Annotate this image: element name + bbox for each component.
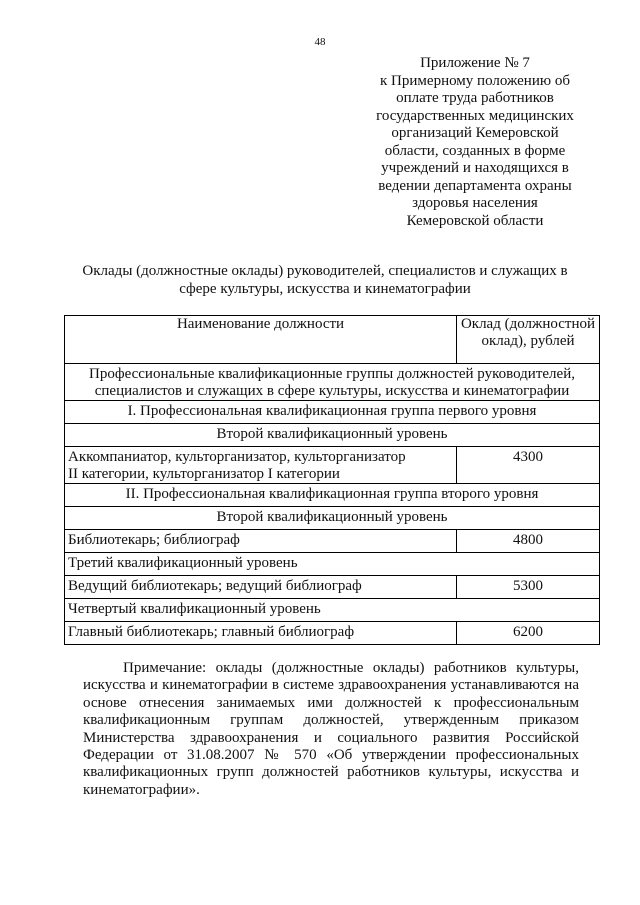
group-title-row <box>65 364 600 401</box>
position-name-line: Аккомпаниатор, культорганизатор, культорганизатор <box>68 449 406 465</box>
table-row <box>65 622 600 645</box>
header-position-label: Наименование должности <box>176 316 345 332</box>
salary-table <box>64 315 600 645</box>
position-name <box>65 447 457 484</box>
level-row <box>65 507 600 530</box>
salary-value: 4300 <box>457 447 600 484</box>
appendix-line: государственных медицинских <box>376 107 574 124</box>
group-title-cell <box>65 364 600 401</box>
position-name: Библиотекарь; библиограф <box>65 530 457 553</box>
appendix-line: оплате труда работников <box>396 90 554 106</box>
group-row <box>65 484 600 507</box>
appendix-line: к Примерному положению об <box>380 72 570 89</box>
header-salary-line: Оклад (должностной <box>460 316 596 332</box>
position-name: Главный библиотекарь; главный библиограф <box>65 622 457 645</box>
appendix-line: ведении департамента охраны <box>378 177 572 194</box>
group2-level2: Второй квалификационный уровень <box>65 507 600 530</box>
group-title-line: Профессиональные квалификационные группы должностей руководителей, <box>89 366 575 382</box>
group1-title: I. Профессиональная квалификационная группа первого уровня <box>65 401 600 424</box>
group-title-line: специалистов и служащих в сфере культуры, искусства и кинематографии <box>94 383 570 399</box>
document-title <box>60 262 590 298</box>
table-row <box>65 576 600 599</box>
appendix-line: Кемеровской области <box>406 212 544 229</box>
page-number: 48 <box>314 36 326 48</box>
group-row <box>65 401 600 424</box>
appendix-line: здоровья населения <box>412 195 538 211</box>
group2-title: II. Профессиональная квалификационная группа второго уровня <box>65 484 600 507</box>
title-line: Оклады (должностные оклады) руководителей, специалистов и служащих в <box>82 263 568 279</box>
title-line: сфере культуры, искусства и кинематографии <box>179 281 471 297</box>
level-row <box>65 599 600 622</box>
header-position <box>65 316 457 364</box>
group2-level3: Третий квалификационный уровень <box>65 553 600 576</box>
position-name-line: II категории, культорганизатор I категории <box>68 466 340 482</box>
salary-value: 5300 <box>457 576 600 599</box>
level-row <box>65 553 600 576</box>
table-row <box>65 530 600 553</box>
appendix-line: учреждений и находящихся в <box>381 160 569 176</box>
header-salary <box>457 316 600 364</box>
table-header-row <box>65 316 600 364</box>
appendix-line: организаций Кемеровской <box>391 125 559 141</box>
appendix-line: Приложение № 7 <box>420 55 530 71</box>
level-row <box>65 424 600 447</box>
group2-level4: Четвертый квалификационный уровень <box>65 599 600 622</box>
salary-value: 4800 <box>457 530 600 553</box>
group1-level: Второй квалификационный уровень <box>65 424 600 447</box>
salary-value: 6200 <box>457 622 600 645</box>
note-paragraph: Примечание: оклады (должностные оклады) работников культуры, искусства и кинематографии в системе здравоохранения устанавливаются на основе отнесения занимаемых ими должностей к профессиональным квалификационным группам должностей, утвержденным приказом Министерства здравоохранения и социального развития Российской Федерации от 31.08.2007 № 570 «Об утверждении профессиональных квалификационных групп должностей работников культуры, искусства и кинематографии». <box>83 660 579 798</box>
appendix-header <box>370 55 580 230</box>
position-name: Ведущий библиотекарь; ведущий библиограф <box>65 576 457 599</box>
header-salary-line: оклад), рублей <box>481 333 575 349</box>
appendix-line: области, созданных в форме <box>384 142 566 159</box>
table-row <box>65 447 600 484</box>
